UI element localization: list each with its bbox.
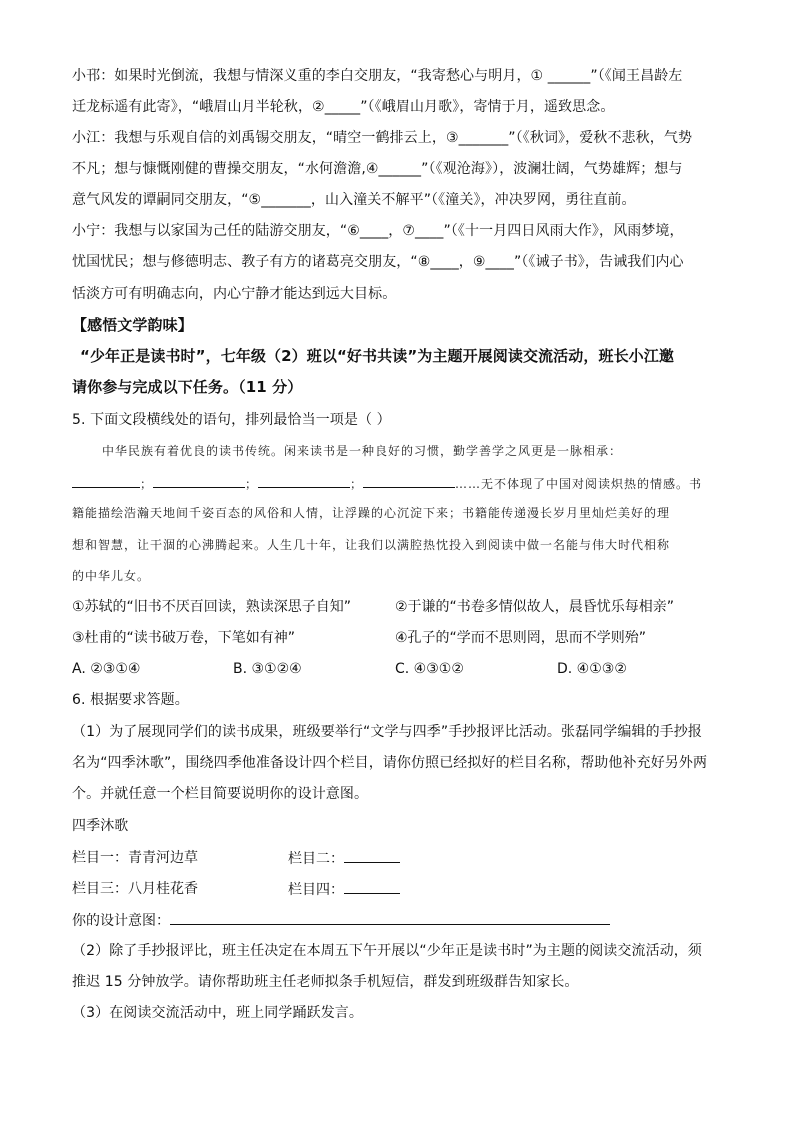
text-line: 名为“四季沐歌”，围绕四季他准备设计四个栏目，请你仿照已经拟好的栏目名称，帮助他补充好另外两: [72, 755, 708, 771]
column-2-label: 栏目二：: [288, 851, 344, 867]
column-2-field[interactable]: [288, 848, 400, 869]
separator: ；: [140, 477, 154, 491]
choice-b[interactable]: B. ③①②④: [233, 661, 302, 677]
text-line: （3）在阅读交流活动中，班上同学踊跃发言。: [72, 1005, 364, 1021]
q5-option: ②于谦的“书卷多情似故人，晨昏忧乐每相亲”: [395, 599, 675, 615]
text-line: 小江：我想与乐观自信的刘禹锡交朋友，“晴空一鹤排云上，③_______”（《秋词》，爱秋不悲秋，气势: [72, 130, 693, 146]
answer-blank[interactable]: [363, 473, 455, 488]
passage-continuation: ……无不体现了中国对阅读炽热的情感。书: [455, 477, 703, 491]
q5-passage: 想和智慧，让干涸的心沸腾起来。人生几十年，让我们以满腔热忱投入到阅读中做一名能与伟大时代相称: [72, 538, 671, 552]
q5-option: ①苏轼的“旧书不厌百回读，熟读深思子自知”: [72, 599, 352, 615]
text-line: 恬淡方可有明确志向，内心宁静才能达到远大目标。: [72, 286, 397, 302]
answer-blank[interactable]: [72, 473, 140, 488]
question-5-stem: 5. 下面文段横线处的语句，排列最恰当一项是（ ）: [72, 412, 391, 428]
column-4-blank[interactable]: [344, 879, 400, 894]
text-line: 小邗：如果时光倒流，我想与情深义重的李白交朋友，“我寄愁心与明月，① ______”（《闻王昌龄左: [72, 68, 683, 84]
text-line: 推迟 15 分钟放学。请你帮助班主任老师拟条手机短信，群发到班级群告知家长。: [72, 974, 579, 990]
text-line: 意气风发的谭嗣同交朋友，“⑤_______，山入潼关不解平”（《潼关》，冲决罗网，勇往直前。: [72, 192, 636, 208]
question-6-stem: 6. 根据要求答题。: [72, 692, 189, 708]
design-intent-blank[interactable]: [170, 910, 610, 925]
choice-a[interactable]: A. ②③①④: [72, 661, 141, 677]
q5-option: ③杜甫的“读书破万卷，下笔如有神”: [72, 630, 296, 646]
handout-title: 四季沐歌: [72, 818, 129, 834]
design-intent-label: 你的设计意图：: [72, 913, 170, 929]
task-intro: “少年正是读书时”，七年级（2）班以“好书共读”为主题开展阅读交流活动，班长小江邀: [80, 347, 674, 365]
q5-passage: 籍能描绘浩瀚天地间千姿百态的风俗和人情，让浮躁的心沉淀下来；书籍能传递漫长岁月里灿烂美好的理: [72, 506, 671, 520]
column-4-field[interactable]: [288, 879, 400, 900]
answer-blank[interactable]: [153, 473, 245, 488]
design-intent-field[interactable]: [72, 910, 610, 931]
column-3: 栏目三：八月桂花香: [72, 881, 198, 897]
answer-blank[interactable]: [258, 473, 350, 488]
section-heading: 【感悟文学韵味】: [72, 316, 193, 334]
separator: ；: [350, 477, 364, 491]
task-intro: 请你参与完成以下任务。（11 分）: [72, 378, 303, 396]
choice-c[interactable]: C. ④③①②: [395, 661, 464, 677]
column-2-blank[interactable]: [344, 848, 400, 863]
text-line: 小宁：我想与以家国为己任的陆游交朋友，“⑥____，⑦____”（《十一月四日风雨大作》，风雨梦境，: [72, 223, 684, 239]
choice-d[interactable]: D. ④①③②: [557, 661, 627, 677]
text-line: （2）除了手抄报评比，班主任决定在本周五下午开展以“少年正是读书时”为主题的阅读交流活动，须: [72, 943, 703, 959]
text-line: 个。并就任意一个栏目简要说明你的设计意图。: [72, 786, 369, 802]
separator: ；: [245, 477, 259, 491]
text-line: 不凡；想与慷慨刚健的曹操交朋友，“水何澹澹,④______”（《观沧海》），波澜壮阔，气势雄辉；想与: [72, 161, 683, 177]
column-4-label: 栏目四：: [288, 882, 344, 898]
text-line: 迁龙标遥有此寄》，“峨眉山月半轮秋，②_____”（《峨眉山月歌》，寄情于月，遥致思念。: [72, 99, 615, 115]
q5-passage: 的中华儿女。: [72, 569, 151, 583]
column-1: 栏目一：青青河边草: [72, 850, 198, 866]
q5-option: ④孔子的“学而不思则罔，思而不学则殆”: [395, 630, 647, 646]
q5-passage: 中华民族有着优良的读书传统。闲来读书是一种良好的习惯，勤学善学之风更是一脉相承：: [102, 444, 623, 458]
text-line: （1）为了展现同学们的读书成果，班级要举行“文学与四季”手抄报评比活动。张磊同学编辑的手抄报: [72, 724, 703, 740]
q5-passage-blanks: [72, 473, 702, 493]
text-line: 忧国忧民；想与修德明志、教子有方的诸葛亮交朋友，“⑧____，⑨____”（《诫子书》，告诫我们内心: [72, 254, 684, 270]
